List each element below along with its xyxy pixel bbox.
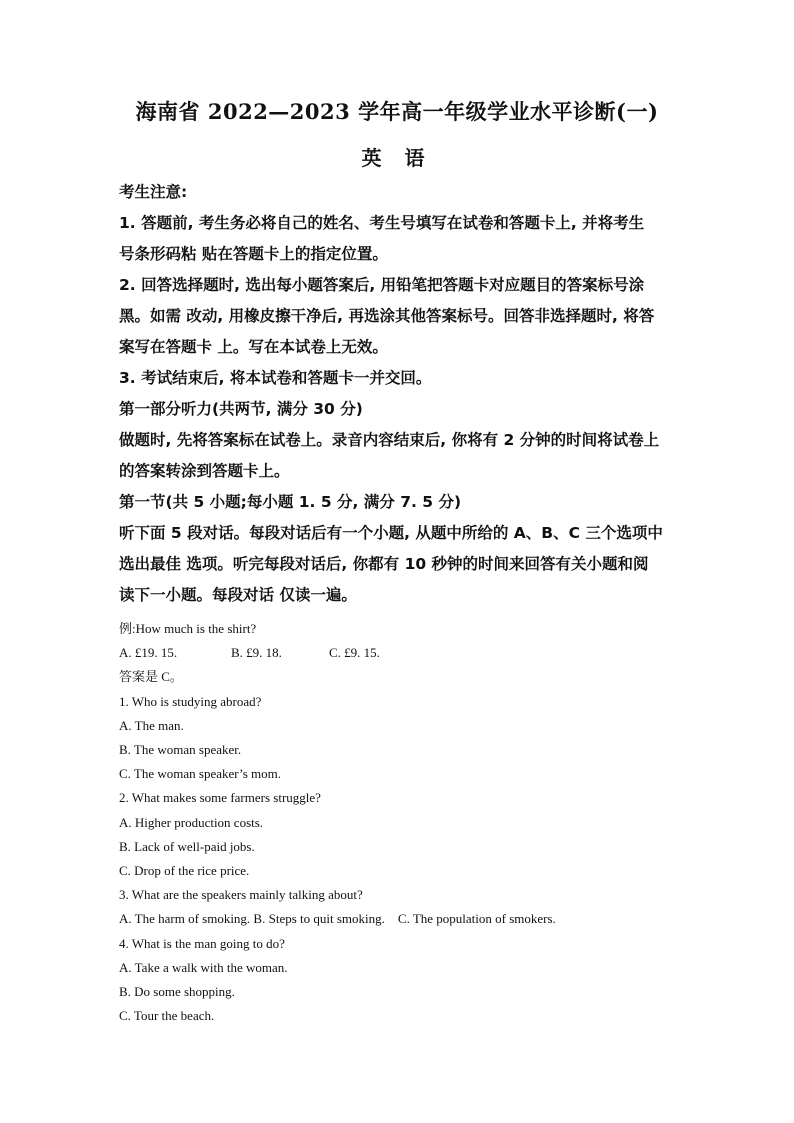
question-4-option-b: B. Do some shopping.: [119, 984, 235, 1000]
question-2-option-c: C. Drop of the rice price.: [119, 863, 250, 879]
part1-instruction: 的答案转涂到答题卡上。: [119, 462, 290, 480]
section1-instruction: 听下面 5 段对话。每段对话后有一个小题, 从题中所给的 A、B、C 三个选项中: [119, 524, 663, 542]
notice-line: 3. 考试结束后, 将本试卷和答题卡一并交回。: [119, 369, 432, 387]
question-1-option-c: C. The woman speaker’s mom.: [119, 766, 281, 782]
question-1-option-a: A. The man.: [119, 717, 184, 733]
question-4-option-c: C. Tour the beach.: [119, 1008, 215, 1024]
notice-line: 1. 答题前, 考生务必将自己的姓名、考生号填写在试卷和答题卡上, 并将考生: [119, 214, 645, 232]
question-1: 1. Who is studying abroad?: [119, 693, 262, 709]
question-4-option-a: A. Take a walk with the woman.: [119, 959, 288, 975]
question-1-option-b: B. The woman speaker.: [119, 742, 242, 758]
section1-heading: 第一节(共 5 小题;每小题 1. 5 分, 满分 7. 5 分): [119, 493, 462, 511]
question-3: 3. What are the speakers mainly talking about?: [119, 887, 363, 903]
example-answer: 答案是 C。: [119, 669, 183, 685]
question-4: 4. What is the man going to do?: [119, 935, 285, 951]
part1-instruction: 做题时, 先将答案标在试卷上。录音内容结束后, 你将有 2 分钟的时间将试卷上: [119, 431, 660, 449]
section1-instruction: 读下一小题。每段对话 仅读一遍。: [119, 586, 357, 604]
subject-title: 英 语: [361, 146, 433, 170]
section1-instruction: 选出最佳 选项。听完每段对话后, 你都有 10 秒钟的时间来回答有关小题和阅: [119, 555, 649, 573]
notice-line: 2. 回答选择题时, 选出每小题答案后, 用铅笔把答题卡对应题目的答案标号涂: [119, 276, 645, 294]
question-2: 2. What makes some farmers struggle?: [119, 790, 321, 806]
example-option-b: B. £9. 18.: [231, 645, 282, 661]
part1-heading: 第一部分听力(共两节, 满分 30 分): [119, 400, 363, 418]
page-title: 海南省 2022—2023 学年高一年级学业水平诊断(一): [135, 99, 659, 124]
question-3-options: A. The harm of smoking. B. Steps to quit smoking. C. The population of smokers.: [119, 911, 556, 927]
example-option-c: C. £9. 15.: [329, 645, 380, 661]
notice-line: 黑。如需 改动, 用橡皮擦干净后, 再选涂其他答案标号。回答非选择题时, 将答: [119, 307, 655, 325]
notice-line: 案写在答题卡 上。写在本试卷上无效。: [119, 338, 388, 356]
example-question: 例:How much is the shirt?: [119, 621, 257, 636]
question-2-option-b: B. Lack of well-paid jobs.: [119, 838, 255, 854]
document-body: [119, 177, 679, 1028]
question-2-option-a: A. Higher production costs.: [119, 814, 264, 830]
example-option-a: A. £19. 15.: [119, 645, 178, 661]
example-options: [119, 641, 679, 665]
notice-heading: 考生注意:: [119, 183, 188, 201]
notice-line: 号条形码粘 贴在答题卡上的指定位置。: [119, 245, 388, 263]
